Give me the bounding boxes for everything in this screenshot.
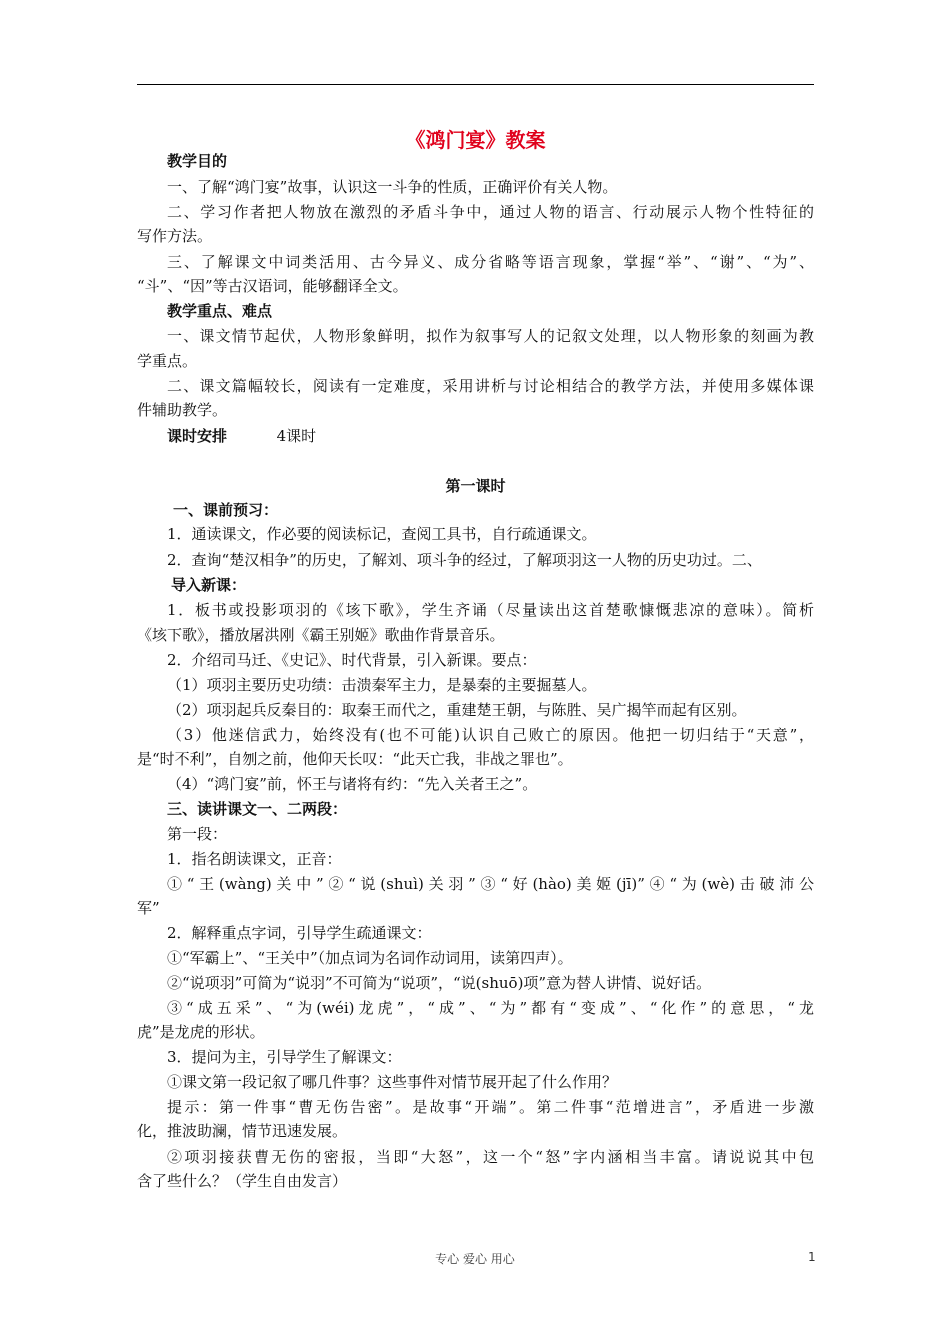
paragraph-line: 第一段： bbox=[167, 825, 228, 843]
page-footer: 专心 爱心 用心 bbox=[435, 1252, 515, 1266]
paragraph-line: 军” bbox=[137, 899, 160, 917]
paragraph-line: （1）项羽主要历史功绩：击溃秦军主力，是暴秦的主要掘墓人。 bbox=[167, 676, 597, 694]
paragraph-line: 提示：第一件事“曹无伤告密”。是故事“开端”。第二件事“范增进言”，矛盾进一步激 bbox=[167, 1098, 814, 1116]
paragraph-line: 三、了解课文中词类活用、古今异义、成分省略等语言现象，掌握“举”、“谢”、“为”、 bbox=[167, 253, 814, 271]
paragraph-line: 《垓下歌》，播放屠洪刚《霸王别姬》歌曲作背景音乐。 bbox=[137, 626, 505, 644]
paragraph-line: ①“王(wàng)关中”②“说(shuì)关羽”③“好(hào)美姬(jī)”④“为(wè)击破沛公 bbox=[167, 875, 814, 893]
paragraph-line: 一、了解“鸿门宴”故事，认识这一斗争的性质，正确评价有关人物。 bbox=[167, 178, 618, 196]
paragraph-line: ①课文第一段记叙了哪几件事？这些事件对情节展开起了什么作用？ bbox=[167, 1073, 618, 1091]
paragraph-line: “斗”、“因”等古汉语词，能够翻译全文。 bbox=[137, 277, 408, 295]
section-heading-reading: 三、读讲课文一、二两段： bbox=[167, 800, 348, 818]
section-heading-preview: 一、课前预习： bbox=[173, 501, 279, 519]
section-heading-focus: 教学重点、难点 bbox=[167, 302, 273, 320]
paragraph-line: 3．提问为主，引导学生了解课文： bbox=[167, 1048, 402, 1066]
schedule-row bbox=[137, 426, 814, 446]
page-number: 1 bbox=[808, 1250, 816, 1264]
paragraph-line: 含了些什么？（学生自由发言） bbox=[137, 1172, 348, 1190]
paragraph-line: 二、课文篇幅较长，阅读有一定难度，采用讲析与讨论相结合的教学方法，并使用多媒体课 bbox=[167, 377, 814, 395]
paragraph-line: 1．指名朗读课文，正音： bbox=[167, 850, 342, 868]
section-heading-objectives: 教学目的 bbox=[167, 152, 228, 170]
paragraph-line: 件辅助教学。 bbox=[137, 401, 228, 419]
schedule-value: 4课时 bbox=[276, 427, 317, 445]
paragraph-line: 1．通读课文，作必要的阅读标记，查阅工具书，自行疏通课文。 bbox=[167, 525, 597, 543]
paragraph-line: （4）“鸿门宴”前，怀王与诸将有约：“先入关者王之”。 bbox=[167, 775, 538, 793]
document-title: 《鸿门宴》教案 bbox=[405, 128, 546, 152]
header-rule bbox=[137, 84, 814, 85]
lesson-heading: 第一课时 bbox=[445, 477, 506, 495]
paragraph-line: ②项羽接获曹无伤的密报，当即“大怒”，这一个“怒”字内涵相当丰富。请说说其中包 bbox=[167, 1148, 814, 1166]
paragraph-line: 2．介绍司马迁、《史记》、时代背景，引入新课。要点： bbox=[167, 651, 537, 669]
paragraph-line: 二、学习作者把人物放在激烈的矛盾斗争中，通过人物的语言、行动展示人物个性特征的 bbox=[167, 203, 814, 221]
paragraph-line: （2）项羽起兵反秦目的：取秦王而代之，重建楚王朝，与陈胜、吴广揭竿而起有区别。 bbox=[167, 701, 747, 719]
paragraph-line: 写作方法。 bbox=[137, 227, 213, 245]
section-heading-intro: 导入新课： bbox=[171, 576, 247, 594]
paragraph-line: 1．板书或投影项羽的《垓下歌》，学生齐诵（尽量读出这首楚歌慷慨悲凉的意味）。简析 bbox=[167, 601, 814, 619]
paragraph-line: ③“成五采”、“为(wéi)龙虎”，“成”、“为”都有“变成”、“化作”的意思，“龙 bbox=[167, 999, 814, 1017]
paragraph-line: 虎”是龙虎的形状。 bbox=[137, 1023, 265, 1041]
paragraph-line: ①“军霸上”、“王关中”（加点词为名词作动词用，读第四声）。 bbox=[167, 949, 573, 967]
paragraph-line: 是“时不利”，自刎之前，他仰天长叹：“此天亡我，非战之罪也”。 bbox=[137, 750, 573, 768]
schedule-label: 课时安排 bbox=[167, 427, 228, 445]
paragraph-line: 2．解释重点字词，引导学生疏通课文： bbox=[167, 924, 432, 942]
paragraph-line: 一、课文情节起伏，人物形象鲜明，拟作为叙事写人的记叙文处理，以人物形象的刻画为教 bbox=[167, 327, 814, 345]
paragraph-line: 学重点。 bbox=[137, 352, 198, 370]
paragraph-line: 化，推波助澜，情节迅速发展。 bbox=[137, 1122, 348, 1140]
paragraph-line: 2．查询“楚汉相争”的历史，了解刘、项斗争的经过，了解项羽这一人物的历史功过。二、 bbox=[167, 551, 762, 569]
paragraph-line: （3）他迷信武力，始终没有(也不可能)认识自己败亡的原因。他把一切归结于“天意”， bbox=[167, 726, 814, 744]
paragraph-line: ②“说项羽”可简为“说羽”不可简为“说项”，“说(shuō)项”意为替人讲情、说好话。 bbox=[167, 974, 712, 992]
